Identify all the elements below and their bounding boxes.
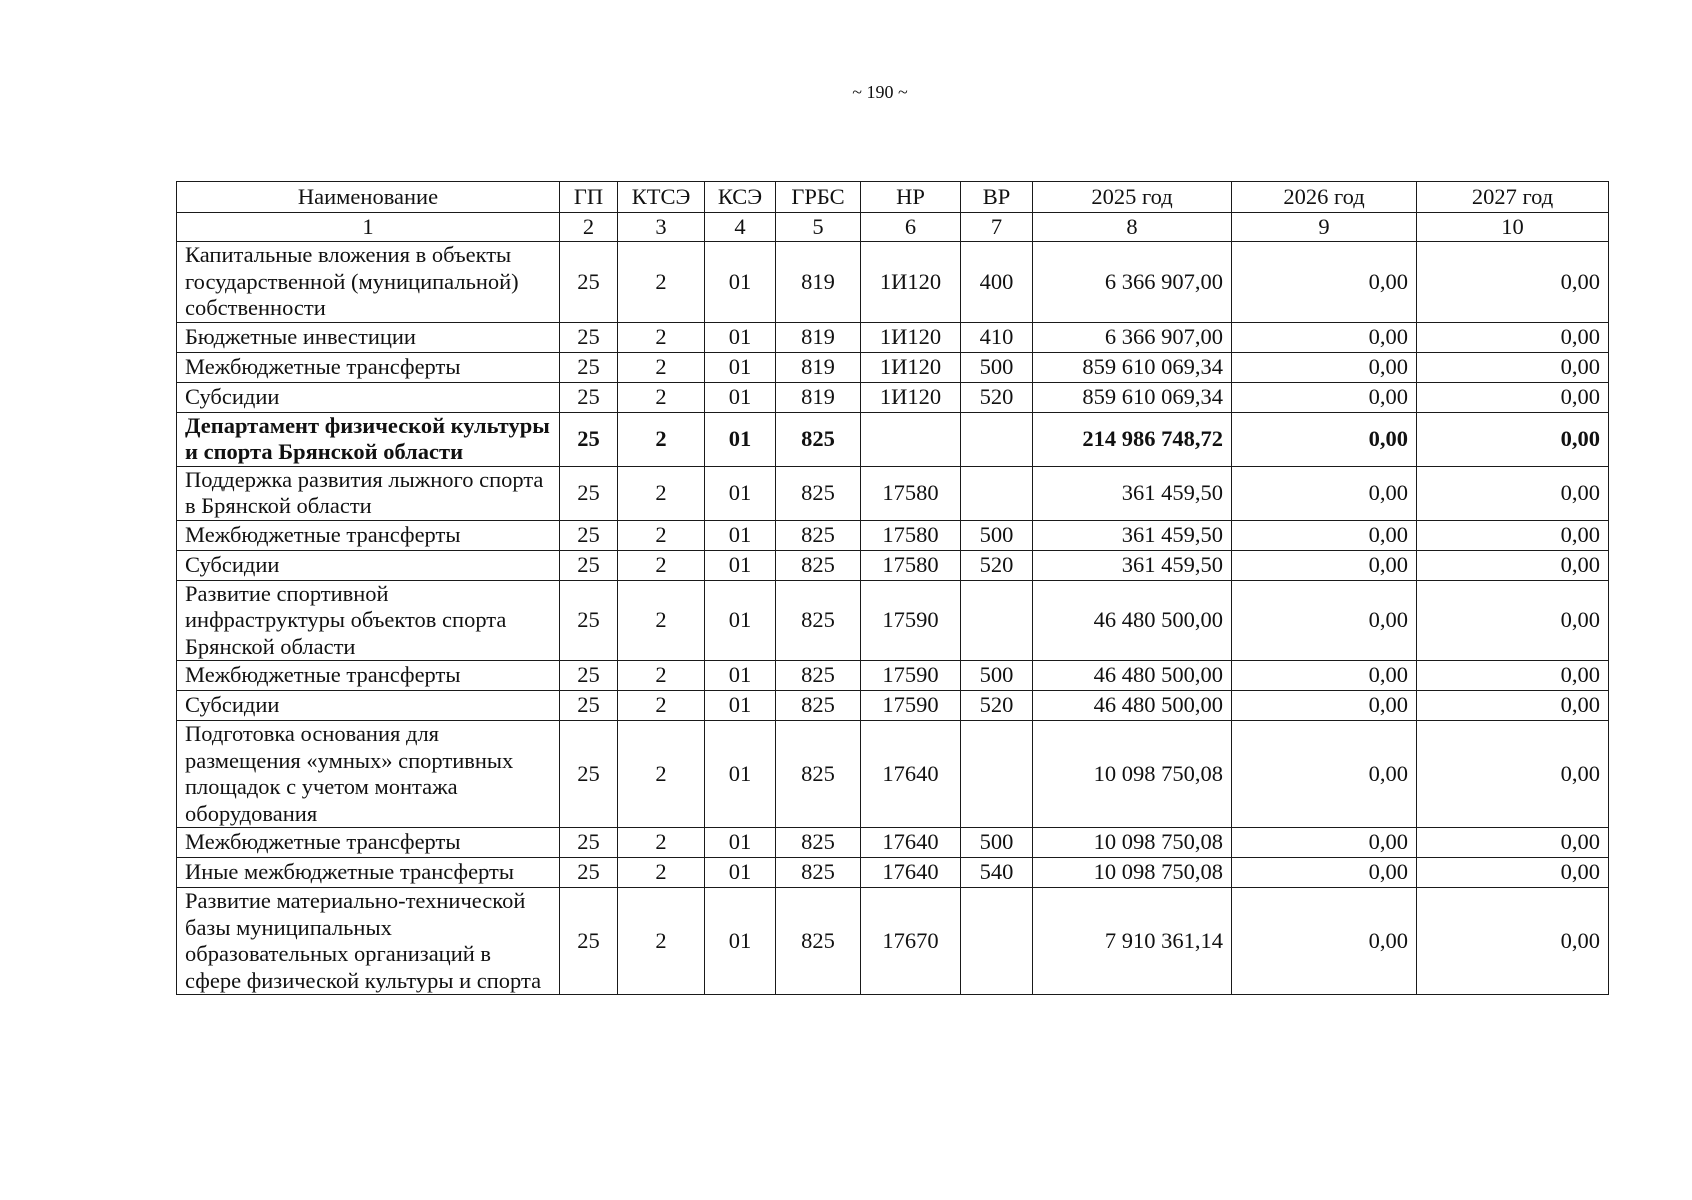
gp-cell: 25 xyxy=(560,322,618,352)
page-number: ~ 190 ~ xyxy=(852,82,908,102)
grbs-cell: 825 xyxy=(776,520,861,550)
table-row xyxy=(177,322,1609,352)
row-name-cell: Бюджетные инвестиции xyxy=(177,322,560,352)
grbs-cell: 825 xyxy=(776,661,861,691)
gp-cell: 25 xyxy=(560,721,618,828)
header-cell: ГРБС xyxy=(776,182,861,213)
header-cell: НР xyxy=(861,182,961,213)
row-name-cell: Поддержка развития лыжного спорта в Брянской области xyxy=(177,466,560,520)
amount-2025-cell: 361 459,50 xyxy=(1033,520,1232,550)
vr-cell: 520 xyxy=(961,550,1033,580)
grbs-cell: 819 xyxy=(776,242,861,323)
vr-cell xyxy=(961,412,1033,466)
ktse-cell: 2 xyxy=(618,828,705,858)
row-name-cell: Субсидии xyxy=(177,382,560,412)
nr-cell: 17590 xyxy=(861,691,961,721)
column-number-cell: 9 xyxy=(1232,213,1417,242)
gp-cell: 25 xyxy=(560,520,618,550)
kse-cell: 01 xyxy=(705,721,776,828)
row-name-cell: Межбюджетные трансферты xyxy=(177,352,560,382)
gp-cell: 25 xyxy=(560,352,618,382)
kse-cell: 01 xyxy=(705,412,776,466)
amount-2025-cell: 7 910 361,14 xyxy=(1033,888,1232,995)
nr-cell: 17670 xyxy=(861,888,961,995)
ktse-cell: 2 xyxy=(618,352,705,382)
kse-cell: 01 xyxy=(705,661,776,691)
ktse-cell: 2 xyxy=(618,382,705,412)
ktse-cell: 2 xyxy=(618,691,705,721)
grbs-cell: 825 xyxy=(776,412,861,466)
row-name-cell: Капитальные вложения в объекты государственной (муниципальной) собственности xyxy=(177,242,560,323)
row-name-cell: Субсидии xyxy=(177,550,560,580)
amount-2026-cell: 0,00 xyxy=(1232,412,1417,466)
amount-2027-cell: 0,00 xyxy=(1417,691,1609,721)
gp-cell: 25 xyxy=(560,828,618,858)
amount-2027-cell: 0,00 xyxy=(1417,828,1609,858)
header-cell: КТСЭ xyxy=(618,182,705,213)
amount-2027-cell: 0,00 xyxy=(1417,382,1609,412)
column-number-row xyxy=(177,213,1609,242)
kse-cell: 01 xyxy=(705,888,776,995)
column-number-cell: 5 xyxy=(776,213,861,242)
ktse-cell: 2 xyxy=(618,412,705,466)
row-name-cell: Межбюджетные трансферты xyxy=(177,520,560,550)
header-cell: 2025 год xyxy=(1033,182,1232,213)
table-row xyxy=(177,520,1609,550)
row-name-cell: Межбюджетные трансферты xyxy=(177,828,560,858)
gp-cell: 25 xyxy=(560,691,618,721)
nr-cell: 1И120 xyxy=(861,382,961,412)
ktse-cell: 2 xyxy=(618,520,705,550)
ktse-cell: 2 xyxy=(618,888,705,995)
column-number-cell: 1 xyxy=(177,213,560,242)
amount-2026-cell: 0,00 xyxy=(1232,520,1417,550)
kse-cell: 01 xyxy=(705,382,776,412)
row-name-cell: Субсидии xyxy=(177,691,560,721)
kse-cell: 01 xyxy=(705,322,776,352)
amount-2027-cell: 0,00 xyxy=(1417,721,1609,828)
table-row xyxy=(177,242,1609,323)
row-name-cell: Развитие материально-технической базы муниципальных образовательных организаций в сфере физической культуры и спорта xyxy=(177,888,560,995)
amount-2026-cell: 0,00 xyxy=(1232,580,1417,661)
vr-cell: 500 xyxy=(961,352,1033,382)
ktse-cell: 2 xyxy=(618,661,705,691)
grbs-cell: 819 xyxy=(776,382,861,412)
column-number-cell: 2 xyxy=(560,213,618,242)
amount-2027-cell: 0,00 xyxy=(1417,888,1609,995)
header-cell: 2026 год xyxy=(1232,182,1417,213)
budget-table xyxy=(176,181,1609,995)
amount-2026-cell: 0,00 xyxy=(1232,466,1417,520)
column-number-cell: 8 xyxy=(1033,213,1232,242)
amount-2025-cell: 859 610 069,34 xyxy=(1033,352,1232,382)
amount-2026-cell: 0,00 xyxy=(1232,242,1417,323)
kse-cell: 01 xyxy=(705,828,776,858)
nr-cell: 17580 xyxy=(861,466,961,520)
table-row xyxy=(177,382,1609,412)
column-number-cell: 3 xyxy=(618,213,705,242)
kse-cell: 01 xyxy=(705,858,776,888)
table-row xyxy=(177,661,1609,691)
header-cell: ВР xyxy=(961,182,1033,213)
table-row xyxy=(177,412,1609,466)
gp-cell: 25 xyxy=(560,550,618,580)
table-row xyxy=(177,691,1609,721)
amount-2025-cell: 361 459,50 xyxy=(1033,550,1232,580)
kse-cell: 01 xyxy=(705,352,776,382)
header-cell: 2027 год xyxy=(1417,182,1609,213)
column-number-cell: 10 xyxy=(1417,213,1609,242)
amount-2027-cell: 0,00 xyxy=(1417,322,1609,352)
nr-cell: 17580 xyxy=(861,520,961,550)
kse-cell: 01 xyxy=(705,691,776,721)
amount-2026-cell: 0,00 xyxy=(1232,550,1417,580)
amount-2027-cell: 0,00 xyxy=(1417,550,1609,580)
kse-cell: 01 xyxy=(705,520,776,550)
gp-cell: 25 xyxy=(560,242,618,323)
vr-cell xyxy=(961,580,1033,661)
vr-cell: 520 xyxy=(961,382,1033,412)
amount-2025-cell: 6 366 907,00 xyxy=(1033,322,1232,352)
vr-cell: 410 xyxy=(961,322,1033,352)
amount-2025-cell: 10 098 750,08 xyxy=(1033,828,1232,858)
table-row xyxy=(177,550,1609,580)
nr-cell: 17640 xyxy=(861,721,961,828)
header-cell: Наименование xyxy=(177,182,560,213)
vr-cell xyxy=(961,888,1033,995)
grbs-cell: 825 xyxy=(776,888,861,995)
ktse-cell: 2 xyxy=(618,242,705,323)
ktse-cell: 2 xyxy=(618,580,705,661)
kse-cell: 01 xyxy=(705,580,776,661)
nr-cell: 1И120 xyxy=(861,242,961,323)
grbs-cell: 825 xyxy=(776,828,861,858)
amount-2025-cell: 6 366 907,00 xyxy=(1033,242,1232,323)
nr-cell: 17640 xyxy=(861,858,961,888)
kse-cell: 01 xyxy=(705,242,776,323)
column-number-cell: 4 xyxy=(705,213,776,242)
amount-2027-cell: 0,00 xyxy=(1417,580,1609,661)
amount-2025-cell: 46 480 500,00 xyxy=(1033,580,1232,661)
table-row xyxy=(177,888,1609,995)
amount-2026-cell: 0,00 xyxy=(1232,721,1417,828)
table-body xyxy=(177,213,1609,995)
grbs-cell: 825 xyxy=(776,858,861,888)
kse-cell: 01 xyxy=(705,466,776,520)
amount-2027-cell: 0,00 xyxy=(1417,466,1609,520)
amount-2027-cell: 0,00 xyxy=(1417,661,1609,691)
amount-2026-cell: 0,00 xyxy=(1232,661,1417,691)
amount-2026-cell: 0,00 xyxy=(1232,888,1417,995)
table-row xyxy=(177,466,1609,520)
ktse-cell: 2 xyxy=(618,550,705,580)
table-row xyxy=(177,828,1609,858)
gp-cell: 25 xyxy=(560,858,618,888)
vr-cell: 520 xyxy=(961,691,1033,721)
grbs-cell: 825 xyxy=(776,691,861,721)
table-row xyxy=(177,352,1609,382)
row-name-cell: Иные межбюджетные трансферты xyxy=(177,858,560,888)
amount-2027-cell: 0,00 xyxy=(1417,412,1609,466)
ktse-cell: 2 xyxy=(618,721,705,828)
amount-2025-cell: 10 098 750,08 xyxy=(1033,721,1232,828)
amount-2026-cell: 0,00 xyxy=(1232,322,1417,352)
amount-2026-cell: 0,00 xyxy=(1232,382,1417,412)
ktse-cell: 2 xyxy=(618,466,705,520)
grbs-cell: 819 xyxy=(776,322,861,352)
amount-2026-cell: 0,00 xyxy=(1232,858,1417,888)
amount-2025-cell: 46 480 500,00 xyxy=(1033,691,1232,721)
amount-2026-cell: 0,00 xyxy=(1232,691,1417,721)
grbs-cell: 825 xyxy=(776,550,861,580)
amount-2027-cell: 0,00 xyxy=(1417,242,1609,323)
vr-cell: 400 xyxy=(961,242,1033,323)
ktse-cell: 2 xyxy=(618,858,705,888)
vr-cell xyxy=(961,466,1033,520)
amount-2025-cell: 361 459,50 xyxy=(1033,466,1232,520)
gp-cell: 25 xyxy=(560,382,618,412)
row-name-cell: Межбюджетные трансферты xyxy=(177,661,560,691)
row-name-cell: Подготовка основания для размещения «умных» спортивных площадок с учетом монтажа оборудования xyxy=(177,721,560,828)
nr-cell xyxy=(861,412,961,466)
nr-cell: 1И120 xyxy=(861,322,961,352)
nr-cell: 17580 xyxy=(861,550,961,580)
grbs-cell: 819 xyxy=(776,352,861,382)
table-row xyxy=(177,580,1609,661)
amount-2025-cell: 214 986 748,72 xyxy=(1033,412,1232,466)
kse-cell: 01 xyxy=(705,550,776,580)
grbs-cell: 825 xyxy=(776,580,861,661)
header-cell: КСЭ xyxy=(705,182,776,213)
row-name-cell: Департамент физической культуры и спорта Брянской области xyxy=(177,412,560,466)
vr-cell: 540 xyxy=(961,858,1033,888)
row-name-cell: Развитие спортивной инфраструктуры объектов спорта Брянской области xyxy=(177,580,560,661)
gp-cell: 25 xyxy=(560,661,618,691)
vr-cell: 500 xyxy=(961,661,1033,691)
nr-cell: 17590 xyxy=(861,661,961,691)
gp-cell: 25 xyxy=(560,580,618,661)
amount-2027-cell: 0,00 xyxy=(1417,520,1609,550)
amount-2025-cell: 10 098 750,08 xyxy=(1033,858,1232,888)
amount-2027-cell: 0,00 xyxy=(1417,858,1609,888)
column-number-cell: 6 xyxy=(861,213,961,242)
nr-cell: 17590 xyxy=(861,580,961,661)
amount-2025-cell: 859 610 069,34 xyxy=(1033,382,1232,412)
grbs-cell: 825 xyxy=(776,721,861,828)
header-row xyxy=(177,182,1609,213)
table-row xyxy=(177,858,1609,888)
gp-cell: 25 xyxy=(560,466,618,520)
amount-2026-cell: 0,00 xyxy=(1232,352,1417,382)
nr-cell: 1И120 xyxy=(861,352,961,382)
column-number-cell: 7 xyxy=(961,213,1033,242)
ktse-cell: 2 xyxy=(618,322,705,352)
nr-cell: 17640 xyxy=(861,828,961,858)
gp-cell: 25 xyxy=(560,412,618,466)
amount-2025-cell: 46 480 500,00 xyxy=(1033,661,1232,691)
header-cell: ГП xyxy=(560,182,618,213)
grbs-cell: 825 xyxy=(776,466,861,520)
vr-cell: 500 xyxy=(961,520,1033,550)
vr-cell xyxy=(961,721,1033,828)
vr-cell: 500 xyxy=(961,828,1033,858)
table-row xyxy=(177,721,1609,828)
gp-cell: 25 xyxy=(560,888,618,995)
amount-2026-cell: 0,00 xyxy=(1232,828,1417,858)
amount-2027-cell: 0,00 xyxy=(1417,352,1609,382)
